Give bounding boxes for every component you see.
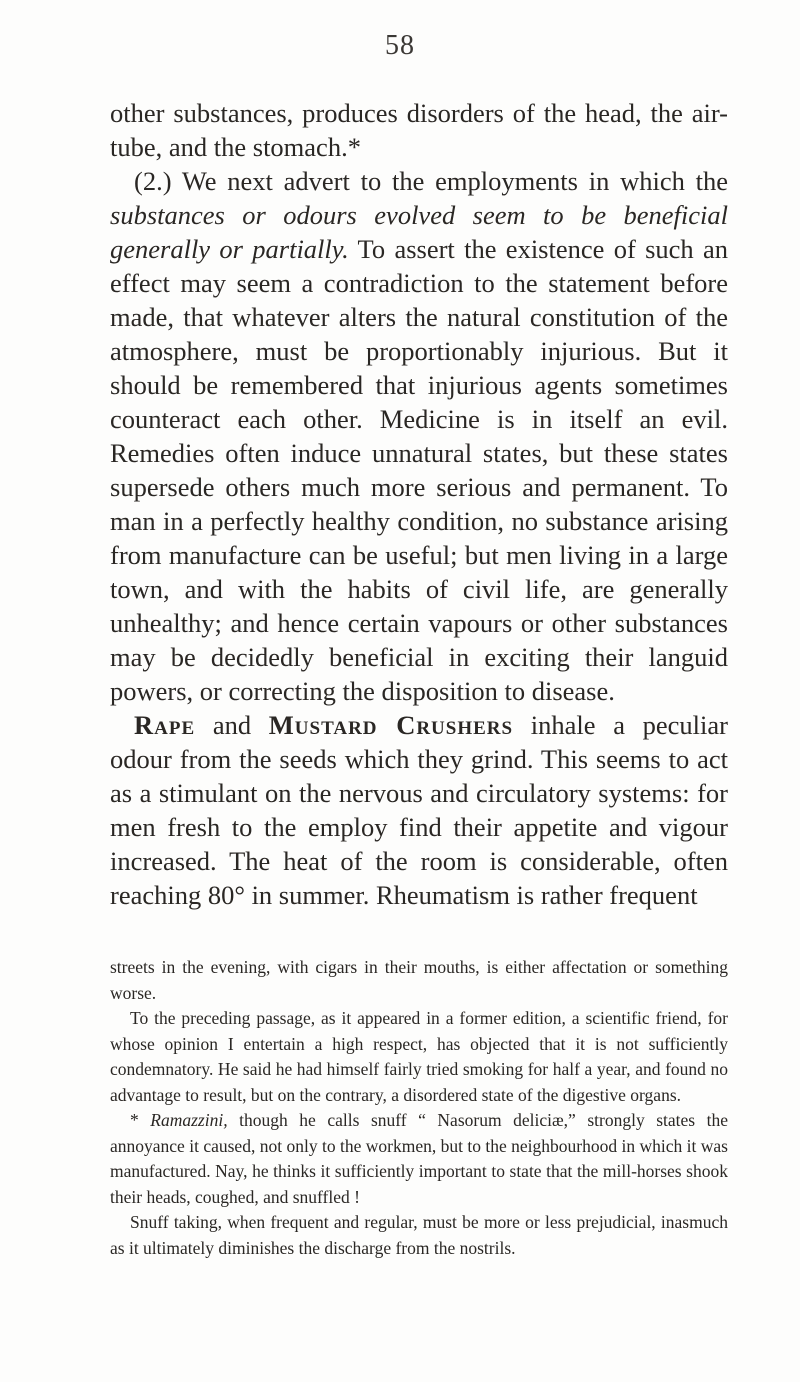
heading-rape: Rape xyxy=(134,710,196,740)
footnote-ramazzini xyxy=(110,1108,728,1210)
paragraph-continuation xyxy=(110,96,728,164)
paragraph-rape-mustard xyxy=(110,708,728,912)
main-text xyxy=(110,96,728,912)
paragraph-employments-lead: (2.) We next advert to the employments in which the xyxy=(134,166,728,196)
paragraph-employments-emphasis: substances or odours evolved seem to be beneficial generally or partially. xyxy=(110,200,728,264)
paragraph-continuation-text: other substances, produces disorders of the head, the air-tube, and the stomach.* xyxy=(110,98,728,162)
paragraph-employments xyxy=(110,164,728,708)
footnote-continuation: streets in the evening, with cigars in their mouths, is either affectation or something worse. xyxy=(110,957,728,1003)
footnote-ramazzini-text: though he calls snuff “ Nasorum deliciæ,” strongly states the annoyance it caused, not only to the workmen, but to the neighbourhood in which it was manufactured. Nay, he thinks it sufficiently important to state that the mill-horses shook their heads, coughed, and snuffled ! xyxy=(110,1110,729,1207)
footnotes xyxy=(110,955,728,1261)
heading-and: and xyxy=(195,710,269,740)
footnote-ramazzini-name: Ramazzini, xyxy=(150,1110,228,1130)
page-number: 58 xyxy=(385,30,415,61)
heading-mustard-crushers: Mustard Crushers xyxy=(268,710,514,740)
paragraph-rape-mustard-body: inhale a peculiar odour from the seeds which they grind. This seems to act as a stimulant on the nervous and circulatory systems: for men fresh to the employ find their appetite and vigour increased. The heat of the room is considerable, often reaching 80° in summer. Rheumatism is rather frequent xyxy=(110,710,728,910)
footnote-marker: * xyxy=(130,1110,151,1130)
footnote-snuff: Snuff taking, when frequent and regular, must be more or less prejudicial, inasmuch as it ultimately diminishes the discharge from the nostrils. xyxy=(110,1212,728,1258)
footnote-smoking: To the preceding passage, as it appeared in a former edition, a scientific friend, for whose opinion I entertain a high respect, has objected that it is not sufficiently condemnatory. He said he had himself fairly tried smoking for half a year, and found no advantage to result, but on the contrary, a disordered state of the digestive organs. xyxy=(110,1008,728,1105)
paragraph-employments-body: To assert the existence of such an effect may seem a contradiction to the statement before made, that whatever alters the natural constitution of the atmosphere, must be proportionably injurious. But it should be remembered that injurious agents sometimes counteract each other. Medicine is in itself an evil. Remedies often induce unnatural states, but these states supersede others much more serious and permanent. To man in a perfectly healthy condition, no substance arising from manufacture can be useful; but men living in a large town, and with the habits of civil life, are generally unhealthy; and hence certain vapours or other substances may be decidedly beneficial in exciting their languid powers, or correcting the disposition to disease. xyxy=(110,234,728,706)
